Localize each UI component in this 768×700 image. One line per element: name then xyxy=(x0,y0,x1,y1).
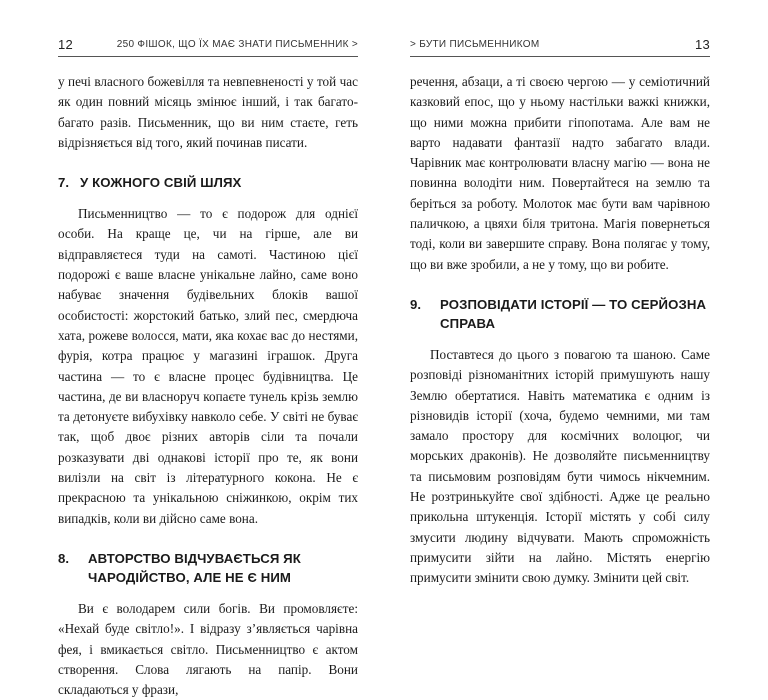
section-number: 7. xyxy=(58,175,70,191)
section-title: АВТОРСТВО ВІДЧУВАЄТЬСЯ ЯК ЧАРОДІЙСТВО, АЛЕ НЕ Є НИМ xyxy=(88,550,301,585)
paragraph-continued: речення, абзаци, а ті своєю чергою — у семіотичний казковий епос, що у ньому настільки важкі книжки, що ними можна прибити гіпопотама. Але вам не варто надавати фантазії надто забагато влади. Чарівник має контролювати власну магію — вона не повинна володіти ним. Повертайтеся на землю та беріться за роботу. Молоток має бути вам чарівною паличкою, а цвяхи біля тритона. Магія повернеться тоді, коли ви завершите справу. Вона полягає у тому, що ви вже зробили, а не у тому, що ви робите. xyxy=(410,74,710,272)
section-8-paragraph: Ви є володарем сили богів. Ви промовляєте: «Нехай буде світло!». І відразу з’являється чарівна фея, і вмикається світло. Письменництво є актом створення. Слова лягають на папір. Вони складаються у фрази, xyxy=(58,600,358,698)
section-heading-7 xyxy=(58,173,358,192)
running-header-right xyxy=(410,34,710,57)
right-page-body xyxy=(410,72,710,589)
page-number-right: 13 xyxy=(694,37,710,52)
section-heading-9 xyxy=(410,295,710,333)
right-page xyxy=(410,0,710,591)
book-title-header: 250 ФІШОК, ЩО ЇХ МАЄ ЗНАТИ ПИСЬМЕННИК > xyxy=(116,39,358,50)
section-7-paragraph: Письменництво — то є подорож для однієї особи. На краще це, чи на гірше, але ви відправляєтеся туди на самоті. Частиною цієї подорожі є ваше власне унікальне лайно, саме воно набуває значення будівельних блоків вашої особистості: жорстокий батько, злий пес, смердюча хата, рожеве волосся, мати, яка кохає вас до нестями, фурія, котра працює у магазині іграшок. Друга частина — то є власне процес будівництва. Це частина, де ви власноруч копаєте тунель крізь землю та детонуєте вибухівку навколо себе. У світі не буває так, щоб двоє різних авторів сіли та почали розказувати дві однакові історії про те, як вони вилізли на світ із літературного кокона. Не є прекрасною та унікальною сніжинкою, окрім тих випадків, коли ви дійсно саме вона. xyxy=(58,206,358,526)
section-9-paragraph: Поставтеся до цього з повагою та шаною. Саме розповіді різноманітних історій примушують нашу Землю обертатися. Навіть математика є одним із різновидів історії (хоча, будемо чемними, ми там замало простору для космічних волоцюг, чи морських драконів). Не дозволяйте письменництву та письмовим розповідям бути чимось нікчемним. Не розтринькуйте свої здібності. Адже це реально прикольна штукенція. Історії містять у собі силу змусити людину відчувати. Мають спроможність примусити зійти на лайно. Містять енергію примусити змінити свою думку. Змінити цей світ. xyxy=(410,346,710,586)
section-number: 8. xyxy=(58,550,70,566)
section-title: У КОЖНОГО СВІЙ ШЛЯХ xyxy=(80,175,242,191)
left-page xyxy=(58,0,358,698)
paragraph-continued: у печі власного божевілля та невпевненості у той час як один повний місяць змінює інший, і так багато-багато разів. Письменник, що ви ним стаєте, геть відрізняється від того, який починав писати. xyxy=(58,74,358,150)
section-number: 9. xyxy=(410,296,422,312)
section-heading-8 xyxy=(58,549,358,587)
running-header-left xyxy=(58,34,358,57)
left-page-body xyxy=(58,72,358,700)
chapter-title-header: > БУТИ ПИСЬМЕННИКОМ xyxy=(410,39,540,50)
section-title: РОЗПОВІДАТИ ІСТОРІЇ — ТО СЕРЙОЗНА СПРАВА xyxy=(440,296,707,331)
page-number-left: 12 xyxy=(58,37,74,52)
